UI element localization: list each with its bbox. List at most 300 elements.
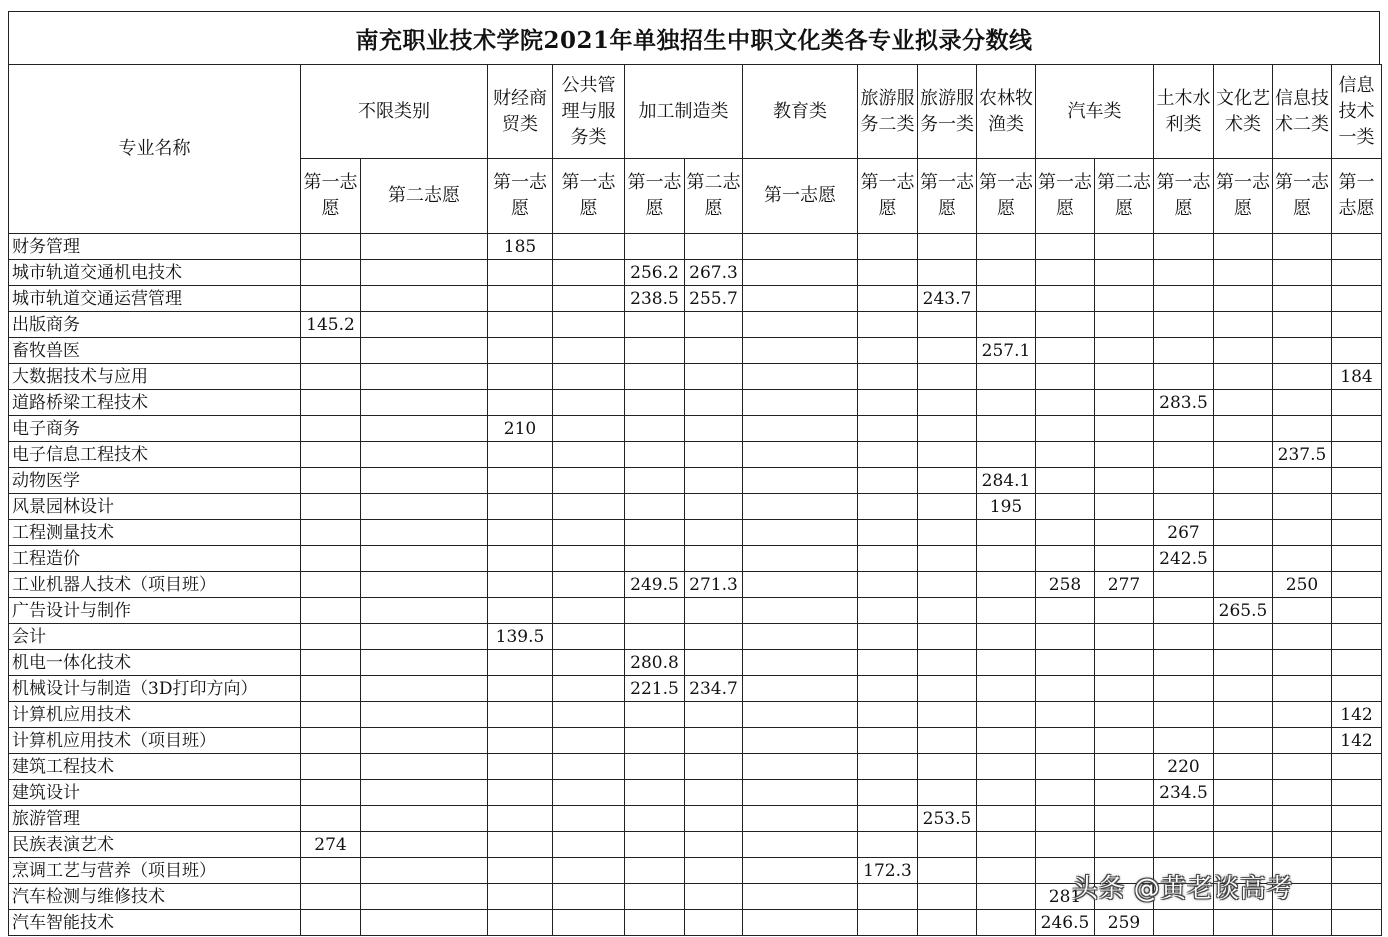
score-cell [858, 624, 918, 650]
score-cell [1332, 650, 1382, 676]
score-cell [1036, 468, 1095, 494]
score-cell [1214, 520, 1273, 546]
score-cell [858, 338, 918, 364]
score-cell [625, 442, 685, 468]
score-cell [743, 364, 858, 390]
score-cell [918, 390, 977, 416]
score-cell [1036, 312, 1095, 338]
score-cell [553, 702, 625, 728]
score-cell [361, 910, 488, 936]
score-cell [553, 260, 625, 286]
score-cell [685, 364, 743, 390]
score-cell [743, 806, 858, 832]
score-cell [685, 754, 743, 780]
score-cell [743, 338, 858, 364]
score-cell [743, 390, 858, 416]
score-cell [488, 546, 553, 572]
score-cell [685, 650, 743, 676]
major-name-cell: 会计 [9, 624, 301, 650]
score-cell [743, 312, 858, 338]
score-cell [1273, 598, 1332, 624]
score-cell [685, 728, 743, 754]
score-cell: 145.2 [301, 312, 361, 338]
score-cell: 242.5 [1154, 546, 1214, 572]
score-cell [1332, 286, 1382, 312]
score-cell [625, 234, 685, 260]
score-cell [977, 598, 1036, 624]
score-cell [553, 806, 625, 832]
score-cell [625, 624, 685, 650]
score-cell [1036, 338, 1095, 364]
score-cell [1095, 286, 1154, 312]
table-row [9, 754, 1382, 780]
major-name-cell: 建筑设计 [9, 780, 301, 806]
score-cell [361, 312, 488, 338]
score-cell [488, 702, 553, 728]
score-cell [977, 364, 1036, 390]
score-cell [553, 234, 625, 260]
score-cell [685, 780, 743, 806]
score-cell [553, 910, 625, 936]
score-cell [685, 520, 743, 546]
score-cell [553, 884, 625, 910]
score-cell [1214, 312, 1273, 338]
major-name-cell: 畜牧兽医 [9, 338, 301, 364]
score-cell [1154, 494, 1214, 520]
score-cell [1095, 832, 1154, 858]
score-cell [553, 754, 625, 780]
score-cell [1214, 286, 1273, 312]
score-cell: 184 [1332, 364, 1382, 390]
score-cell [685, 832, 743, 858]
major-name-cell: 道路桥梁工程技术 [9, 390, 301, 416]
score-cell [858, 494, 918, 520]
score-cell [361, 442, 488, 468]
score-cell [743, 624, 858, 650]
score-cell [1095, 338, 1154, 364]
score-cell: 249.5 [625, 572, 685, 598]
score-cell: 257.1 [977, 338, 1036, 364]
score-cell [301, 806, 361, 832]
score-cell: 246.5 [1036, 910, 1095, 936]
score-cell [625, 728, 685, 754]
table-row [9, 676, 1382, 702]
score-cell [361, 572, 488, 598]
major-name-cell: 电子商务 [9, 416, 301, 442]
score-cell [858, 260, 918, 286]
score-cell: 253.5 [918, 806, 977, 832]
score-cell [1095, 624, 1154, 650]
score-cell [918, 624, 977, 650]
score-cell [685, 338, 743, 364]
score-cell [361, 338, 488, 364]
score-cell [1036, 286, 1095, 312]
score-cell [361, 286, 488, 312]
score-cell [361, 780, 488, 806]
score-cell: 142 [1332, 728, 1382, 754]
score-cell [488, 442, 553, 468]
score-cell: 234.5 [1154, 780, 1214, 806]
score-cell [685, 624, 743, 650]
score-cell [977, 390, 1036, 416]
table-row [9, 832, 1382, 858]
group-header: 公共管理与服务类 [553, 65, 625, 159]
score-cell [488, 780, 553, 806]
table-row [9, 702, 1382, 728]
score-cell: 234.7 [685, 676, 743, 702]
major-name-cell: 大数据技术与应用 [9, 364, 301, 390]
score-cell [858, 520, 918, 546]
score-cell [301, 858, 361, 884]
score-cell [301, 234, 361, 260]
score-cell [858, 546, 918, 572]
score-cell [918, 416, 977, 442]
score-cell [743, 780, 858, 806]
score-cell [1036, 520, 1095, 546]
score-cell [1214, 390, 1273, 416]
score-cell [488, 910, 553, 936]
score-cell [858, 364, 918, 390]
score-cell [301, 650, 361, 676]
score-cell [1095, 702, 1154, 728]
score-cell [361, 806, 488, 832]
score-cell [685, 234, 743, 260]
score-cell [1332, 312, 1382, 338]
group-header: 土木水利类 [1154, 65, 1214, 159]
score-cell [918, 780, 977, 806]
score-cell [625, 884, 685, 910]
score-cell [361, 416, 488, 442]
score-cell [1036, 832, 1095, 858]
score-cell [1273, 650, 1332, 676]
score-cell [977, 754, 1036, 780]
group-header: 加工制造类 [625, 65, 743, 159]
score-cell [977, 312, 1036, 338]
score-cell [625, 858, 685, 884]
score-cell: 237.5 [1273, 442, 1332, 468]
score-cell [918, 572, 977, 598]
score-cell [743, 702, 858, 728]
major-name-cell: 工程测量技术 [9, 520, 301, 546]
score-cell [1332, 260, 1382, 286]
score-cell [1154, 416, 1214, 442]
score-cell [918, 442, 977, 468]
major-name-cell: 汽车检测与维修技术 [9, 884, 301, 910]
score-cell [488, 884, 553, 910]
score-cell [1332, 416, 1382, 442]
score-cell [1095, 312, 1154, 338]
major-name-cell: 城市轨道交通机电技术 [9, 260, 301, 286]
table-row [9, 546, 1382, 572]
score-cell [1095, 442, 1154, 468]
score-cell [553, 780, 625, 806]
score-cell [858, 572, 918, 598]
score-cell [301, 286, 361, 312]
group-header: 旅游服务一类 [918, 65, 977, 159]
score-cell [977, 858, 1036, 884]
score-cell [1095, 728, 1154, 754]
score-cell [858, 806, 918, 832]
score-cell: 271.3 [685, 572, 743, 598]
score-cell [685, 806, 743, 832]
table-row [9, 390, 1382, 416]
score-cell [1036, 624, 1095, 650]
score-cell [553, 572, 625, 598]
score-cell [625, 806, 685, 832]
score-cell [858, 728, 918, 754]
sheet-title: 南充职业技术学院2021年单独招生中职文化类各专业拟录分数线 [8, 11, 1380, 64]
score-cell [1095, 494, 1154, 520]
choice-header: 第一志愿 [858, 159, 918, 234]
table-row [9, 364, 1382, 390]
score-cell [977, 884, 1036, 910]
score-cell [301, 390, 361, 416]
score-cell: 265.5 [1214, 598, 1273, 624]
score-cell [977, 572, 1036, 598]
score-cell [1154, 832, 1214, 858]
score-cell [977, 702, 1036, 728]
score-cell [918, 884, 977, 910]
score-cell [625, 910, 685, 936]
score-cell [1214, 702, 1273, 728]
score-cell [553, 468, 625, 494]
major-name-cell: 机械设计与制造（3D打印方向） [9, 676, 301, 702]
score-cell [1332, 624, 1382, 650]
score-cell [1273, 520, 1332, 546]
score-cell [1332, 234, 1382, 260]
score-cell [625, 754, 685, 780]
score-cell [361, 598, 488, 624]
score-cell [977, 650, 1036, 676]
score-cell [1332, 832, 1382, 858]
score-cell [301, 702, 361, 728]
score-cell [977, 286, 1036, 312]
score-cell [488, 754, 553, 780]
score-cell [1273, 780, 1332, 806]
score-cell [743, 910, 858, 936]
major-name-cell: 汽车智能技术 [9, 910, 301, 936]
score-cell [1273, 702, 1332, 728]
score-cell [685, 494, 743, 520]
score-cell [1036, 806, 1095, 832]
score-cell [1214, 650, 1273, 676]
score-cell: 243.7 [918, 286, 977, 312]
score-cell [1154, 676, 1214, 702]
table-body [9, 234, 1382, 936]
table-row [9, 260, 1382, 286]
score-cell [301, 260, 361, 286]
score-cell [301, 780, 361, 806]
score-cell [1214, 442, 1273, 468]
group-header: 信息技术二类 [1273, 65, 1332, 159]
score-cell: 238.5 [625, 286, 685, 312]
score-cell [1332, 520, 1382, 546]
score-cell [301, 676, 361, 702]
choice-header: 第一志愿 [743, 159, 858, 234]
score-cell [361, 884, 488, 910]
score-cell [301, 624, 361, 650]
score-cell [1273, 364, 1332, 390]
score-cell: 258 [1036, 572, 1095, 598]
score-cell [553, 598, 625, 624]
major-name-cell: 广告设计与制作 [9, 598, 301, 624]
score-cell [361, 728, 488, 754]
score-cell [488, 832, 553, 858]
score-cell [301, 572, 361, 598]
score-cell [625, 832, 685, 858]
score-cell [361, 832, 488, 858]
score-cell [743, 832, 858, 858]
score-cell [625, 494, 685, 520]
score-cell [1154, 260, 1214, 286]
score-cell: 221.5 [625, 676, 685, 702]
score-cell [1332, 598, 1382, 624]
score-cell [1332, 546, 1382, 572]
score-cell [977, 520, 1036, 546]
score-cell: 283.5 [1154, 390, 1214, 416]
table-row [9, 416, 1382, 442]
score-cell [977, 234, 1036, 260]
score-cell [977, 728, 1036, 754]
choice-header: 第一志愿 [625, 159, 685, 234]
score-cell [1095, 468, 1154, 494]
score-cell [625, 364, 685, 390]
score-cell: 142 [1332, 702, 1382, 728]
score-cell [1332, 858, 1382, 884]
score-cell [553, 338, 625, 364]
table-row [9, 572, 1382, 598]
choice-header: 第一志愿 [1273, 159, 1332, 234]
choice-header: 第一志愿 [918, 159, 977, 234]
score-cell [1095, 234, 1154, 260]
table-row [9, 520, 1382, 546]
score-cell [1214, 494, 1273, 520]
score-cell [1095, 598, 1154, 624]
score-cell [301, 468, 361, 494]
score-cell [1214, 806, 1273, 832]
score-cell [361, 234, 488, 260]
watermark: 头条 @黄老谈高考 [1072, 874, 1293, 904]
group-header: 信息技术一类 [1332, 65, 1382, 159]
group-header: 汽车类 [1036, 65, 1154, 159]
score-cell [1036, 676, 1095, 702]
score-cell [1095, 650, 1154, 676]
score-cell [1332, 494, 1382, 520]
score-cell: 185 [488, 234, 553, 260]
score-cell [553, 858, 625, 884]
score-cell [977, 546, 1036, 572]
score-cell [361, 520, 488, 546]
score-cell [625, 546, 685, 572]
score-cell [1214, 338, 1273, 364]
score-cell [1036, 728, 1095, 754]
score-cell [1214, 780, 1273, 806]
score-cell [301, 416, 361, 442]
score-cell [1273, 910, 1332, 936]
group-header: 文化艺术类 [1214, 65, 1273, 159]
score-cell [1095, 546, 1154, 572]
score-cell [625, 520, 685, 546]
score-cell [301, 754, 361, 780]
choice-header: 第一志愿 [301, 159, 361, 234]
major-name-header: 专业名称 [9, 65, 301, 234]
score-cell [918, 728, 977, 754]
score-cell [301, 910, 361, 936]
score-cell [361, 260, 488, 286]
score-cell [1154, 286, 1214, 312]
score-cell [977, 260, 1036, 286]
score-cell [1332, 780, 1382, 806]
major-name-cell: 旅游管理 [9, 806, 301, 832]
score-cell [1273, 806, 1332, 832]
score-cell [361, 546, 488, 572]
group-header: 教育类 [743, 65, 858, 159]
score-cell [743, 286, 858, 312]
score-cell [685, 598, 743, 624]
score-cell [625, 390, 685, 416]
score-cell [553, 442, 625, 468]
score-cell [553, 312, 625, 338]
score-cell: 172.3 [858, 858, 918, 884]
score-cell [1273, 728, 1332, 754]
score-cell [361, 494, 488, 520]
score-cell [488, 806, 553, 832]
score-cell [1154, 468, 1214, 494]
score-cell [625, 780, 685, 806]
score-cell [918, 546, 977, 572]
score-cell [553, 416, 625, 442]
score-cell [361, 754, 488, 780]
score-cell [918, 598, 977, 624]
score-cell [858, 234, 918, 260]
score-cell [977, 676, 1036, 702]
major-name-cell: 民族表演艺术 [9, 832, 301, 858]
score-cell [488, 312, 553, 338]
score-cell [625, 416, 685, 442]
score-cell [918, 338, 977, 364]
choice-header: 第一志愿 [488, 159, 553, 234]
score-cell [1154, 572, 1214, 598]
score-cell [553, 390, 625, 416]
score-cell [625, 598, 685, 624]
score-cell [1095, 260, 1154, 286]
score-cell [1154, 442, 1214, 468]
table-row [9, 806, 1382, 832]
score-cell [918, 234, 977, 260]
score-cell [918, 858, 977, 884]
score-cell [1095, 390, 1154, 416]
score-cell [1273, 234, 1332, 260]
score-cell [858, 598, 918, 624]
score-cell [685, 416, 743, 442]
score-cell [918, 494, 977, 520]
score-cell [301, 494, 361, 520]
header-row-groups [9, 65, 1382, 159]
choice-header: 第一志愿 [1332, 159, 1382, 234]
score-cell [1332, 806, 1382, 832]
score-cell [743, 234, 858, 260]
score-cell [685, 312, 743, 338]
major-name-cell: 工程造价 [9, 546, 301, 572]
score-cell [301, 520, 361, 546]
score-cell: 256.2 [625, 260, 685, 286]
score-cell [1214, 910, 1273, 936]
score-cell [488, 494, 553, 520]
score-cell [625, 338, 685, 364]
score-cell [1273, 676, 1332, 702]
score-cell [1332, 338, 1382, 364]
score-cell [743, 754, 858, 780]
